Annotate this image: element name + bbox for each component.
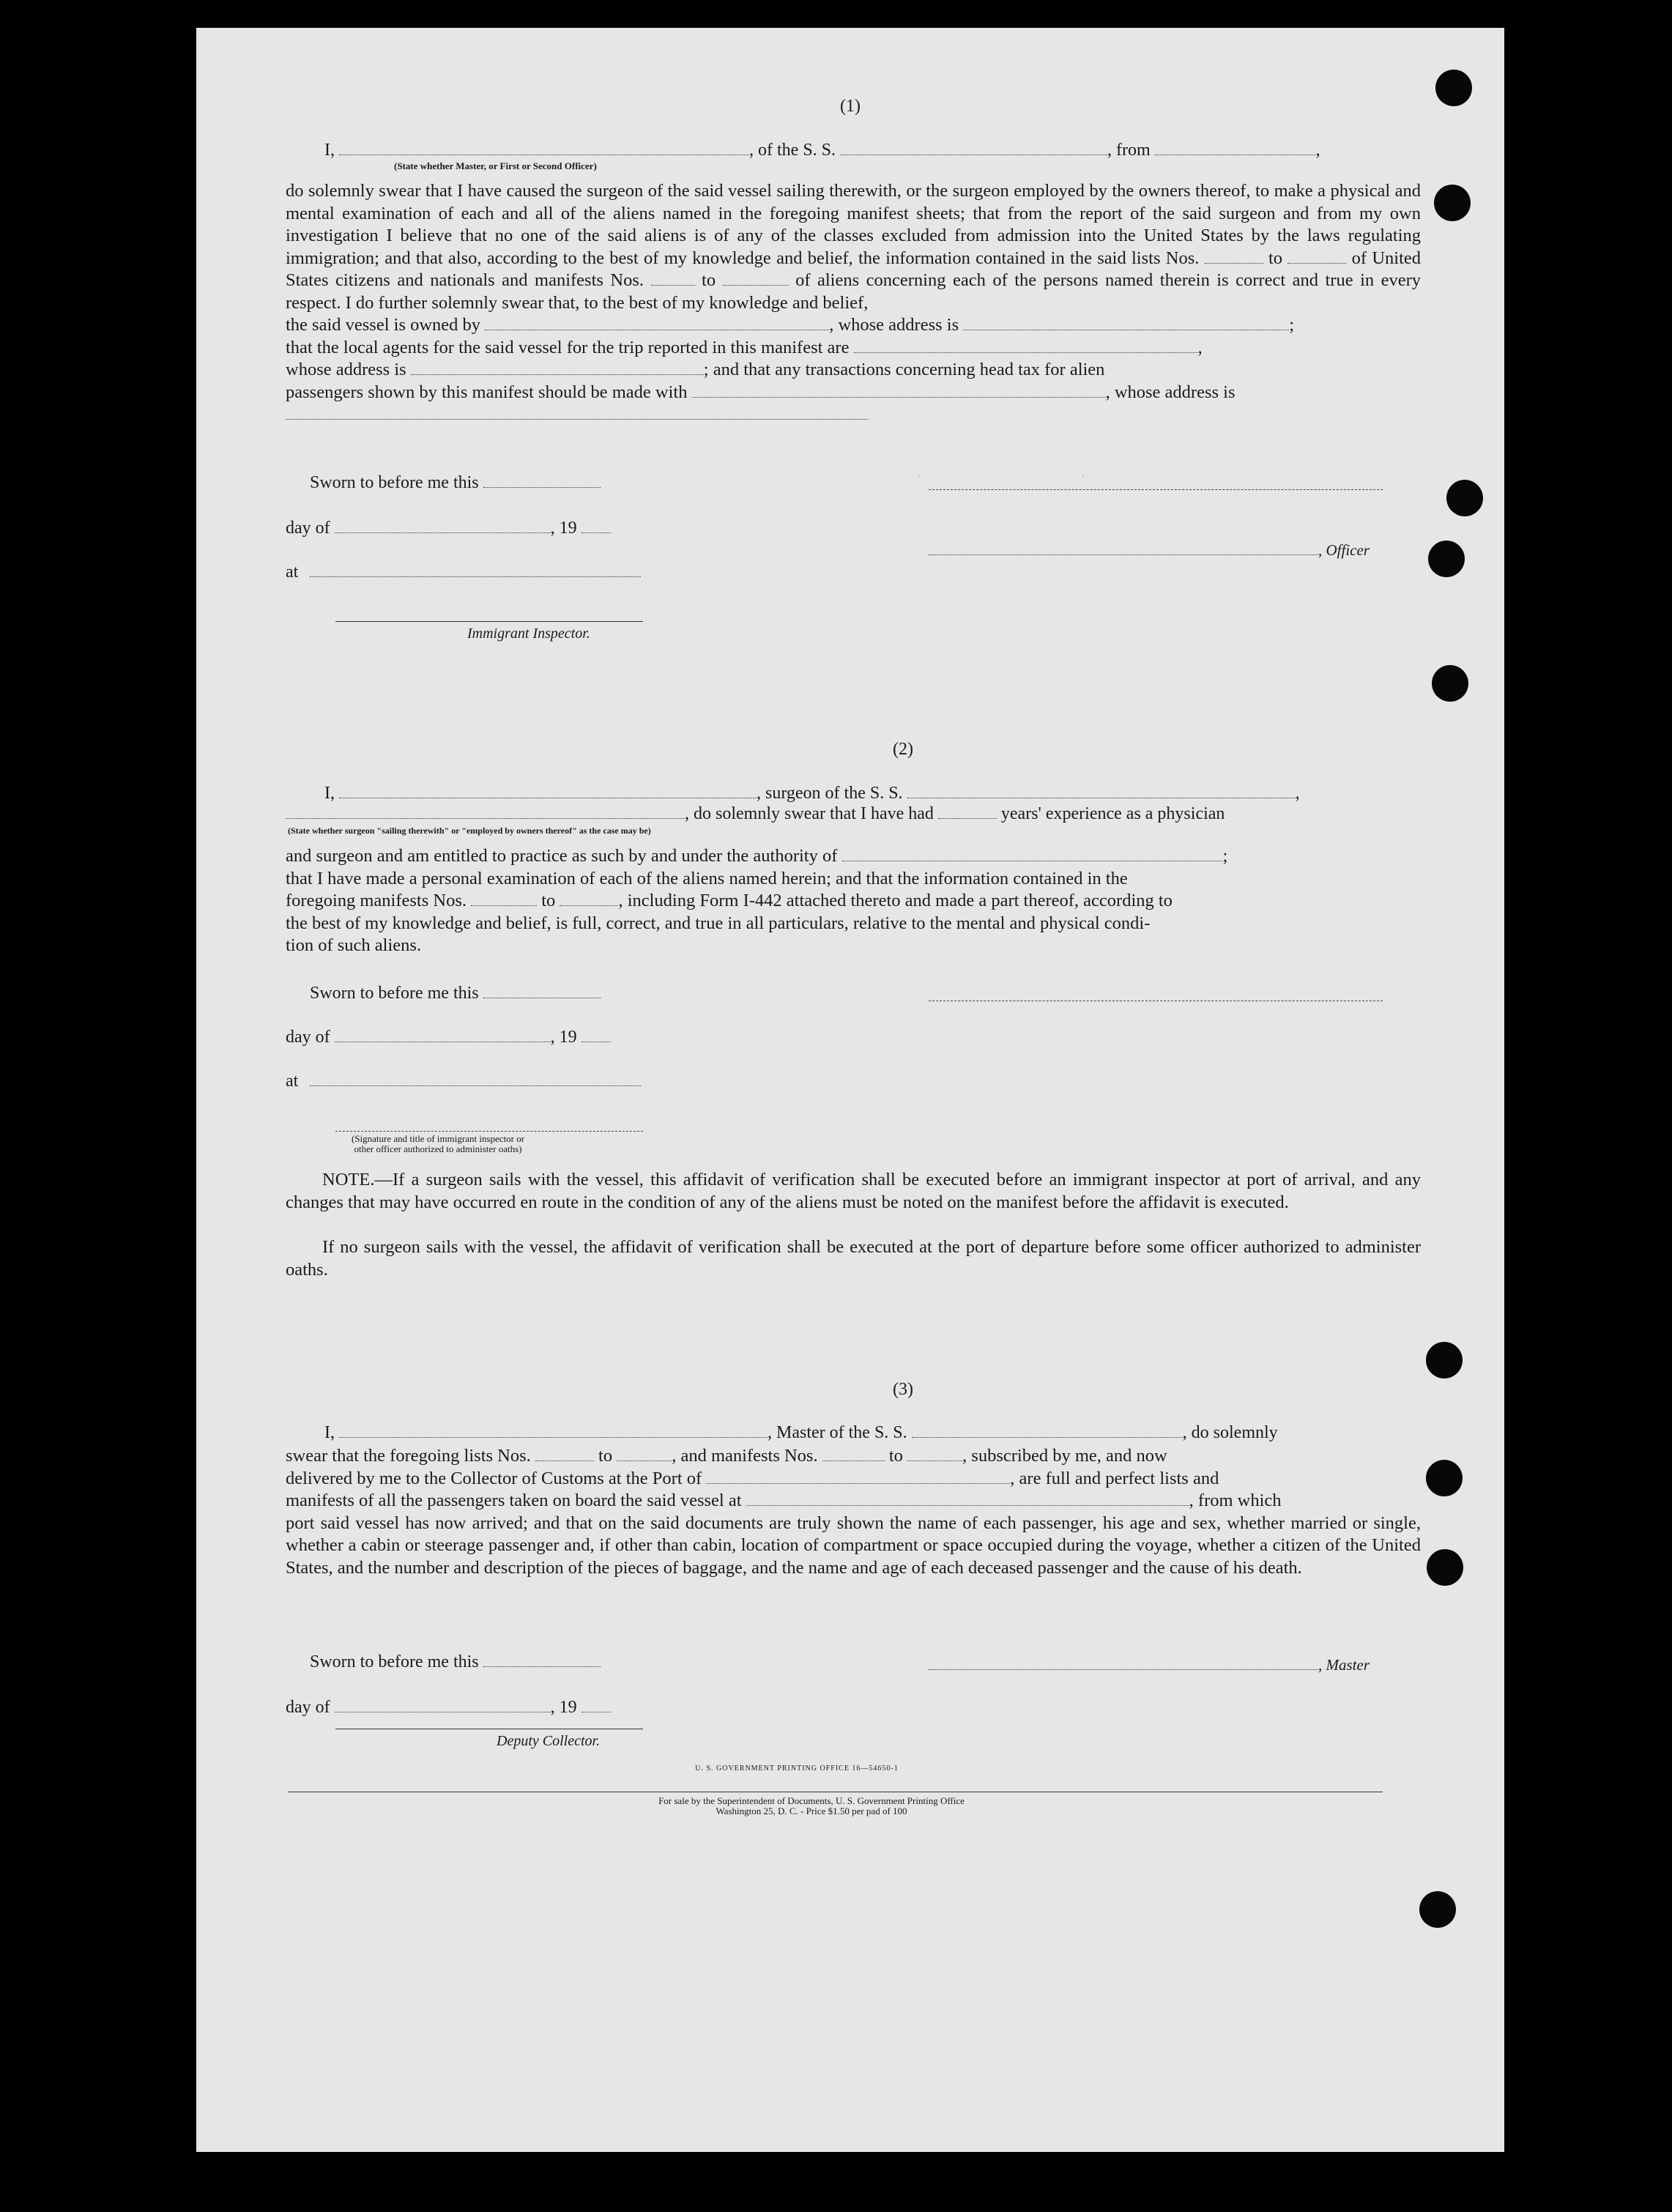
punch-hole (1426, 1342, 1463, 1378)
i-label: I, (324, 141, 335, 160)
port-field[interactable] (706, 1470, 1010, 1484)
s3-lists-to-field[interactable] (617, 1447, 672, 1461)
day-of-line-2: day of , 19 (286, 1028, 611, 1047)
deputy-collector-label: Deputy Collector. (497, 1733, 601, 1749)
sworn-day-field-3[interactable] (483, 1653, 601, 1667)
immigrant-inspector-label: Immigrant Inspector. (467, 626, 590, 642)
sale-line-1: For sale by the Superintendent of Documents, U. S. Government Printing Office (658, 1795, 965, 1806)
punch-hole (1432, 665, 1468, 702)
vessel-name-field[interactable] (840, 141, 1107, 155)
at-place-field-2[interactable] (310, 1072, 641, 1086)
year-field-3[interactable] (582, 1699, 611, 1712)
year-field-2[interactable] (582, 1028, 611, 1042)
punch-hole (1434, 185, 1471, 221)
owner-field[interactable] (485, 316, 829, 330)
at-place-field[interactable] (310, 563, 641, 577)
s3-manifests-to-field[interactable] (907, 1447, 962, 1461)
from-label: , from (1107, 141, 1151, 160)
master-name-field[interactable] (339, 1424, 768, 1438)
surgeon-caption: (State whether surgeon "sailing therewith" or "employed by owners thereof" as the case may be) (288, 825, 651, 836)
lists-to-field[interactable] (1288, 250, 1346, 264)
master-signature-field[interactable] (929, 1656, 1318, 1670)
manifests-from-field[interactable] (651, 272, 695, 286)
section-2-line-2: , do solemnly swear that I have had years' experience as a physician (286, 804, 1225, 824)
section-3-line-1: I, , Master of the S. S. , do solemnly (324, 1423, 1278, 1442)
s3-manifests-from-field[interactable] (822, 1447, 885, 1461)
head-tax-address-field[interactable] (286, 406, 868, 420)
s3-lists-from-field[interactable] (535, 1447, 594, 1461)
section-1-number: (1) (840, 97, 861, 116)
signature-caption: (Signature and title of immigrant inspector or other officer authorized to administer oaths) (351, 1133, 525, 1154)
punch-hole (1419, 1891, 1456, 1928)
manifests-to-field[interactable] (723, 272, 789, 286)
agents-address-field[interactable] (411, 361, 704, 375)
punch-hole (1426, 1460, 1463, 1496)
section-2-paragraph: and surgeon and am entitled to practice as such by and under the authority of ; that I have made a personal examination of each of the aliens named herein; and that the information contained in the foregoing manifests Nos. to , including Form I-442 attached thereto and made a part thereof, according to the best of my knowledge and belief, is full, correct, and true in all particulars, relative to the mental and physical condi- tion of such aliens. (286, 846, 1228, 955)
day-month-field-3[interactable] (335, 1699, 551, 1712)
sworn-line-1: Sworn to before me this (310, 473, 601, 493)
departure-port-field[interactable] (746, 1492, 1189, 1506)
master-vessel-field[interactable] (912, 1424, 1183, 1438)
officer-signature-line (929, 489, 1383, 490)
officer-name-field[interactable] (339, 141, 749, 155)
bleed-through-text: · · (914, 467, 1088, 486)
from-port-field[interactable] (1155, 141, 1316, 155)
at-line-2: at (286, 1072, 641, 1091)
year-field[interactable] (582, 519, 611, 533)
local-agents-field[interactable] (854, 339, 1198, 353)
master-signature-line (929, 1655, 1370, 1675)
day-month-field[interactable] (335, 519, 551, 533)
gpo-imprint: U. S. GOVERNMENT PRINTING OFFICE 16—54650-1 (695, 1764, 899, 1773)
section-1-line-1: I, , of the S. S. , from , (324, 141, 1320, 160)
manifests-nos-to-field[interactable] (560, 892, 618, 906)
manifests-nos-from-field[interactable] (471, 892, 537, 906)
at-line-1: at (286, 563, 641, 582)
sworn-line-3: Sworn to before me this (310, 1652, 601, 1672)
surgeon-vessel-field[interactable] (907, 784, 1296, 798)
years-experience-field[interactable] (938, 805, 997, 819)
inspector-signature-rule-2 (335, 1131, 643, 1132)
note-paragraph: NOTE.—If a surgeon sails with the vessel, this affidavit of verification shall be executed before an immigrant inspector at port of arrival, and any changes that may have occurred en route in the condition of any of the aliens must be noted on the manifest before the affidavit is executed. (286, 1170, 1421, 1212)
section-1-paragraph: do solemnly swear that I have caused the surgeon of the said vessel sailing therewith, or the surgeon employed by the owners thereof, to make a physical and mental examination of each and all of the aliens named in the foregoing manifest sheets; that from the report of the said surgeon and from my own investigation I believe that no one of the said aliens is of any of the classes excluded from admission into the United States by the laws regulating immigration; and that also, according to the best of my knowledge and belief, the information contained in the said lists Nos. to of United States citizens and nationals and manifests Nos. to of aliens concerning each of the persons named therein is correct and true in every respect. I do further solemnly swear that, to the best of my knowledge and belief, the said vessel is owned by , whose address is ; that the local agents for the said vessel for the trip reported in this manifest are , whose address is ; and that any transactions concerning head tax for alien passengers shown by this manifest should be made with , whose address is (286, 180, 1421, 426)
master-label: , Master (1318, 1656, 1370, 1674)
officer-caption: (State whether Master, or First or Second Officer) (394, 160, 597, 171)
section-2-line-1: I, , surgeon of the S. S. , (324, 784, 1300, 803)
day-month-field-2[interactable] (335, 1028, 551, 1042)
note-paragraph-2: If no surgeon sails with the vessel, the affidavit of verification shall be executed at the port of departure before some officer authorized to administer oaths. (286, 1237, 1421, 1280)
head-tax-contact-field[interactable] (692, 384, 1106, 398)
lists-from-field[interactable] (1205, 250, 1263, 264)
sworn-line-2: Sworn to before me this (310, 984, 601, 1003)
punch-hole (1435, 70, 1472, 106)
section-2-number: (2) (893, 740, 913, 759)
section-3-paragraph: swear that the foregoing lists Nos. to , and manifests Nos. to , subscribed by me, and now delivered by me to the Collector of Customs at the Port of , are full and perfect lists and manifests of all the passengers taken on board the said vessel at , from which port said vessel has now arrived; and that on the said documents are truly shown the name of each passenger, his age and sex, whether married or single, whether a cabin or steerage passenger and, if other than cabin, location of compartment or space occupied during the voyage, whether a citizen of the United States, and the number and description of the pieces of baggage, and the name and age of each deceased passenger and the cause of his death. (286, 1446, 1421, 1578)
sale-line-2: Washington 25, D. C. - Price $1.50 per pad of 100 (716, 1805, 907, 1816)
section-3-number: (3) (893, 1380, 913, 1399)
punch-hole (1446, 480, 1483, 516)
surgeon-status-field[interactable] (286, 805, 685, 819)
inspector-signature-rule (335, 621, 643, 622)
surgeon-name-field[interactable] (339, 784, 757, 798)
punch-hole (1427, 1549, 1463, 1586)
officer-title-line (929, 541, 1370, 560)
authority-field[interactable] (842, 847, 1223, 861)
document-sheet (196, 28, 1504, 2152)
officer-label: , Officer (1318, 541, 1370, 559)
of-ss-label: , of the S. S. (749, 141, 836, 160)
sworn-day-field[interactable] (483, 474, 601, 488)
officer-signature-field[interactable] (929, 541, 1318, 555)
owner-address-field[interactable] (963, 316, 1289, 330)
day-of-line-3: day of , 19 (286, 1698, 611, 1718)
note-label: NOTE. (322, 1170, 375, 1189)
day-of-line-1: day of , 19 (286, 519, 611, 538)
sworn-day-field-2[interactable] (483, 984, 601, 998)
punch-hole (1428, 541, 1465, 577)
